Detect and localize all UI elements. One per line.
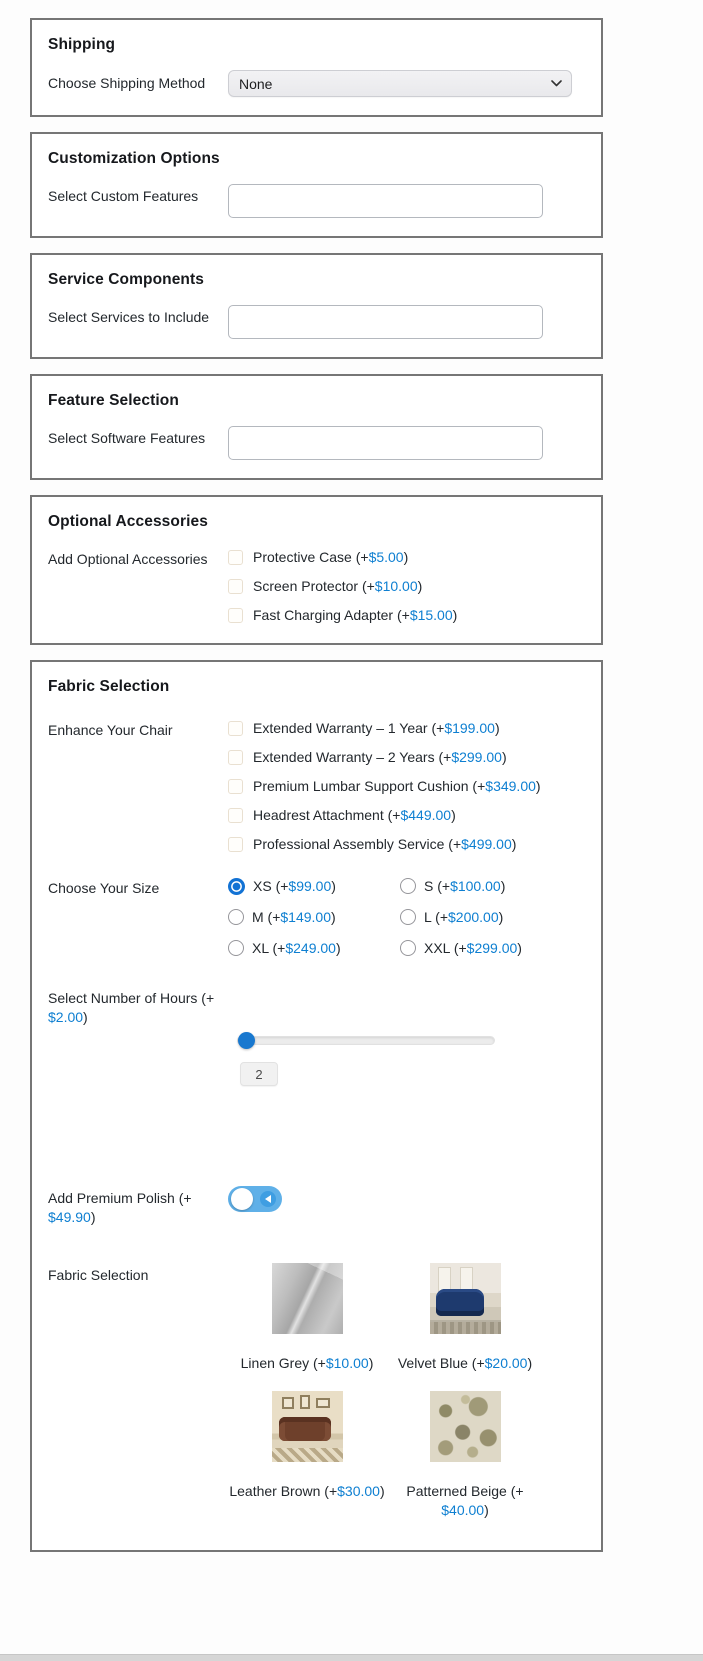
polish-label: Add Premium Polish (+$49.90) [48,1190,192,1225]
radio-icon[interactable] [400,878,416,894]
accessory-option-fast-charging-adapter[interactable] [228,605,585,625]
shipping-row [48,70,585,97]
services-title: Service Components [48,271,204,288]
velvet-blue-image[interactable] [430,1263,501,1334]
shipping-method-control [228,70,585,97]
customization-row [48,184,585,218]
services-row [48,305,585,339]
services-input[interactable] [228,305,543,339]
radio-selected-icon[interactable] [228,878,245,895]
warranty-option-headrest[interactable] [228,805,585,825]
option-price: $299.00 [451,749,502,765]
section-accessories [30,495,603,645]
services-control [228,305,585,339]
checkbox-icon[interactable] [228,721,243,736]
option-text: Extended Warranty – 1 Year (+$199.00) [253,720,500,736]
option-price: $149.00 [280,909,331,925]
accessories-options [228,547,585,625]
rug-decor [272,1448,343,1462]
option-price: $499.00 [461,836,512,852]
option-price: $100.00 [450,878,501,894]
accessories-row [48,547,585,625]
shipping-method-label: Choose Shipping Method [48,75,206,91]
accessory-option-screen-protector[interactable] [228,576,585,596]
hours-price: $2.00 [48,1009,84,1025]
features-row [48,426,585,460]
swatch-caption: Patterned Beige (+$40.00) [406,1483,524,1518]
swatch-price: $40.00 [441,1502,485,1518]
section-fabric [30,660,603,1552]
shipping-title: Shipping [48,36,116,53]
warranty-option-assembly[interactable] [228,834,585,854]
software-features-control [228,426,585,460]
option-price: $299.00 [466,940,518,956]
swatch-caption: Velvet Blue (+$20.00) [397,1355,533,1371]
patterned-beige-image[interactable] [430,1391,501,1462]
size-option-xxl[interactable] [400,938,572,958]
bottom-divider [0,1654,703,1661]
option-text: XXL (+$299.00) [424,940,522,956]
swatch-price: $20.00 [484,1355,528,1371]
option-text: Premium Lumbar Support Cushion (+$349.00) [253,778,541,794]
warranty-options [228,718,585,854]
checkbox-icon[interactable] [228,579,243,594]
shipping-method-select[interactable] [228,70,572,97]
fabric-title: Fabric Selection [48,678,170,695]
linen-grey-image[interactable] [272,1263,343,1334]
option-text: S (+$100.00) [424,878,506,894]
warranty-label: Enhance Your Chair [48,722,173,738]
checkbox-icon[interactable] [228,550,243,565]
option-price: $349.00 [485,778,536,794]
toggle-knob[interactable] [231,1188,253,1210]
hours-value-badge: 2 [240,1062,278,1086]
picture-frame-decor [300,1395,310,1409]
swatch-patterned-beige[interactable] [386,1391,544,1520]
warranty-option-lumbar-cushion[interactable] [228,776,585,796]
size-option-xl[interactable] [228,938,400,958]
polish-control [228,1186,585,1212]
hours-row [48,986,585,1086]
customization-title: Customization Options [48,150,220,167]
accessory-option-protective-case[interactable] [228,547,585,567]
option-price: $15.00 [409,607,453,623]
software-features-label: Select Software Features [48,430,206,446]
option-price: $10.00 [374,578,418,594]
rug-decor [430,1322,501,1334]
swatch-price: $30.00 [337,1483,380,1499]
checkbox-icon[interactable] [228,837,243,852]
swatch-price: $10.00 [325,1355,369,1371]
swatch-velvet-blue[interactable] [386,1263,544,1373]
services-label: Select Services to Include [48,309,210,325]
option-text: XS (+$99.00) [253,878,336,894]
section-shipping [30,18,603,117]
polish-price: $49.90 [48,1209,91,1225]
slider-track[interactable] [237,1036,495,1045]
section-features [30,374,603,480]
fabric-swatches-row [48,1263,585,1520]
chevron-down-icon [551,80,562,87]
radio-icon[interactable] [400,940,416,956]
option-text: M (+$149.00) [252,909,336,925]
section-customization [30,132,603,238]
fabric-swatches-control [228,1263,585,1520]
size-option-l[interactable] [400,907,572,927]
section-services [30,253,603,359]
option-price: $5.00 [368,549,404,565]
option-text: L (+$200.00) [424,909,504,925]
picture-frame-decor [316,1398,330,1408]
premium-polish-toggle[interactable] [228,1186,282,1212]
checkbox-icon[interactable] [228,808,243,823]
fabric-swatches-label: Fabric Selection [48,1267,149,1283]
radio-icon[interactable] [400,909,416,925]
option-price: $199.00 [444,720,495,736]
accessories-title: Optional Accessories [48,513,208,530]
custom-features-input[interactable] [228,184,543,218]
size-options [228,876,585,958]
hours-slider[interactable] [237,1032,495,1049]
radio-icon[interactable] [228,909,244,925]
swatch-linen-grey[interactable] [228,1263,386,1373]
features-title: Feature Selection [48,392,179,409]
option-text: Headrest Attachment (+$449.00) [253,807,456,823]
swatch-grid [228,1263,585,1520]
slider-thumb[interactable] [238,1032,255,1049]
hours-control [228,986,585,1086]
hours-label: Select Number of Hours (+$2.00) [48,990,215,1025]
option-price: $249.00 [285,940,336,956]
toggle-arrow-icon [260,1191,276,1207]
option-text: Professional Assembly Service (+$499.00) [253,836,517,852]
sofa-decor [279,1417,331,1441]
polish-row [48,1186,585,1227]
option-price: $200.00 [448,909,499,925]
warranty-row [48,718,585,854]
size-row [48,876,585,958]
custom-features-control [228,184,585,218]
sofa-decor [436,1289,484,1316]
option-text: Fast Charging Adapter (+$15.00) [253,607,458,623]
swatch-caption: Linen Grey (+$10.00) [240,1355,374,1371]
option-price: $449.00 [400,807,452,823]
warranty-option-2-years[interactable] [228,747,585,767]
option-text: Screen Protector (+$10.00) [253,578,423,594]
size-option-s[interactable] [400,876,572,896]
accessories-label: Add Optional Accessories [48,551,208,567]
size-option-m[interactable] [228,907,400,927]
size-grid [228,876,585,958]
option-text: XL (+$249.00) [252,940,341,956]
size-label: Choose Your Size [48,880,160,896]
checkbox-icon[interactable] [228,750,243,765]
picture-frame-decor [282,1397,294,1409]
software-features-input[interactable] [228,426,543,460]
checkbox-icon[interactable] [228,608,243,623]
radio-icon[interactable] [228,940,244,956]
leather-brown-image[interactable] [272,1391,343,1462]
option-text: Extended Warranty – 2 Years (+$299.00) [253,749,507,765]
option-price: $99.00 [288,878,332,894]
warranty-option-1-year[interactable] [228,718,585,738]
swatch-leather-brown[interactable] [228,1391,386,1520]
size-option-xs[interactable] [228,876,400,896]
option-text: Protective Case (+$5.00) [253,549,409,565]
swatch-caption: Leather Brown (+$30.00) [229,1483,385,1499]
shipping-method-selected-value: None [239,75,273,92]
custom-features-label: Select Custom Features [48,188,199,204]
checkbox-icon[interactable] [228,779,243,794]
